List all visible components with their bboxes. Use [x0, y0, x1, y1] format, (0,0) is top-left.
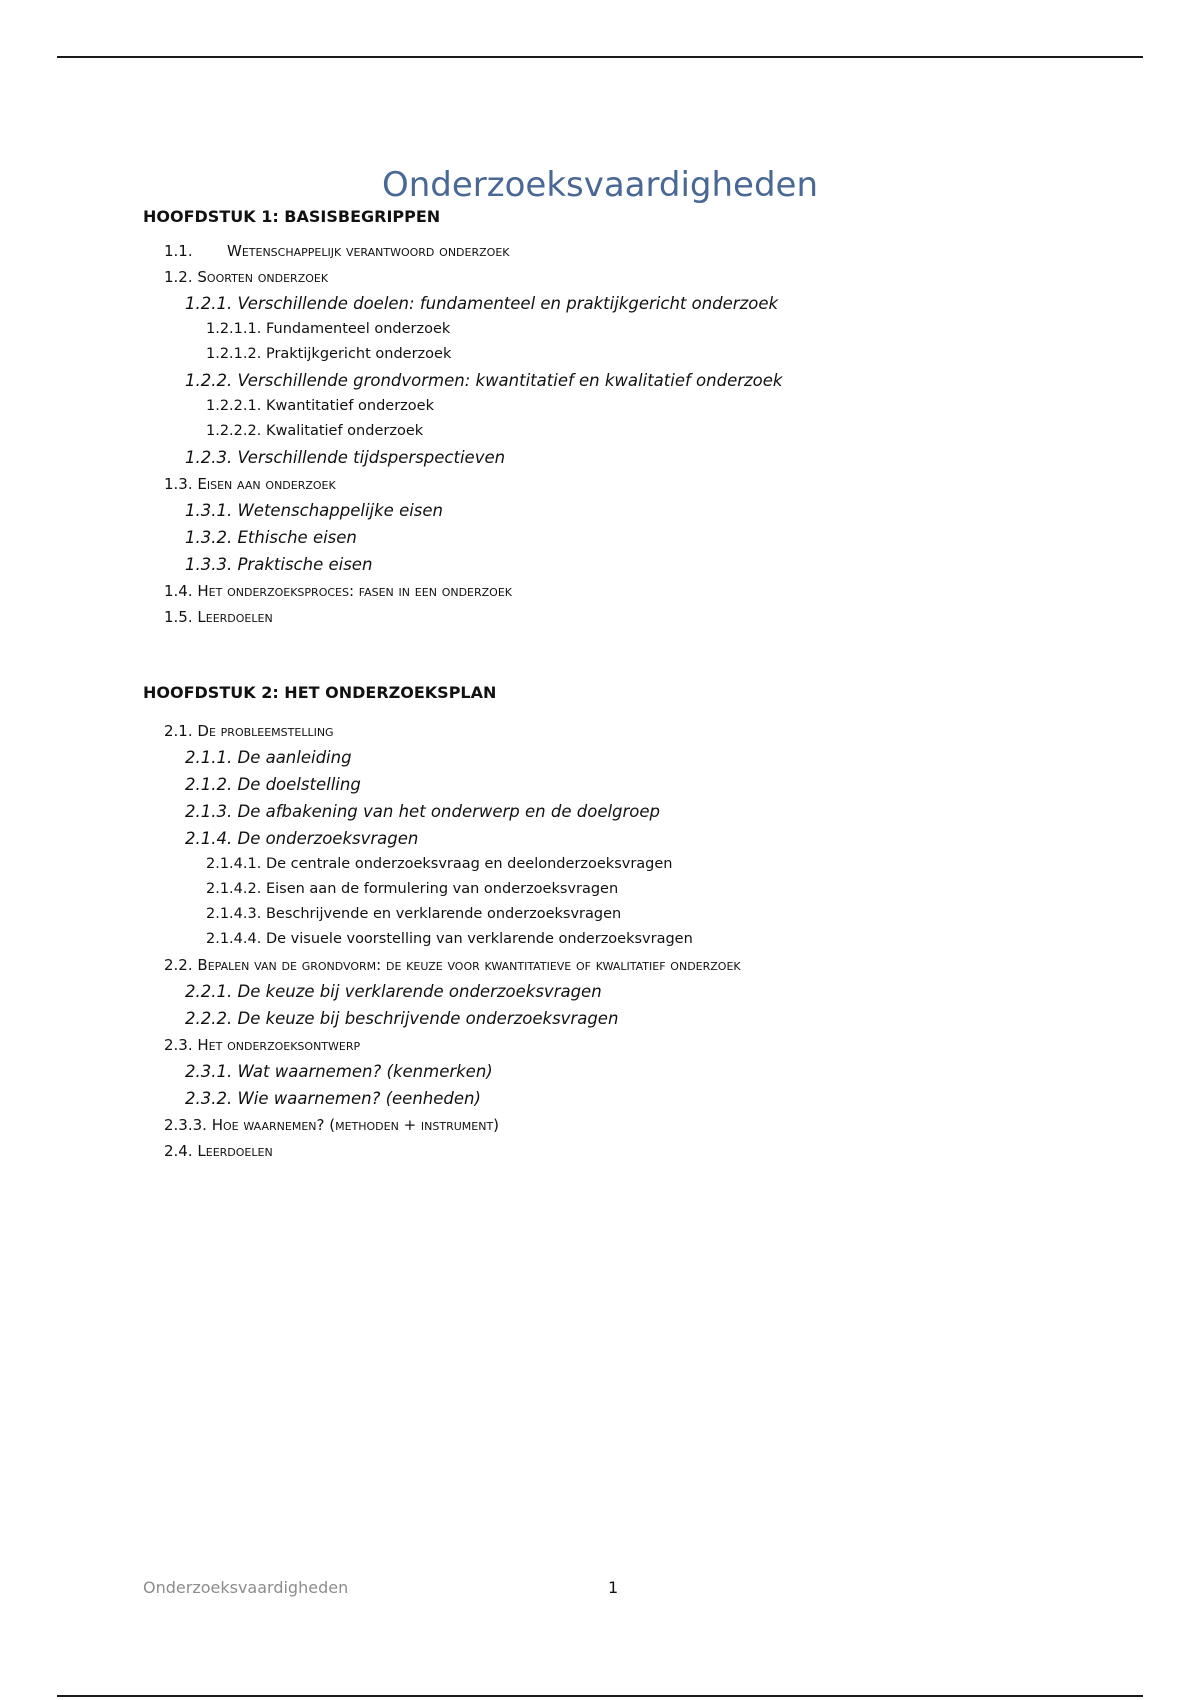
toc-entry[interactable]: 1.5. Leerdoelen [164, 608, 273, 626]
chapter-heading: HOOFDSTUK 2: HET ONDERZOEKSPLAN [143, 683, 497, 702]
toc-entry[interactable]: 2.1.4.1. De centrale onderzoeksvraag en deelonderzoeksvragen [206, 856, 673, 872]
toc-entry[interactable]: 2.1.4.3. Beschrijvende en verklarende onderzoeksvragen [206, 906, 622, 922]
toc-entry[interactable]: 1.3.2. Ethische eisen [185, 528, 357, 547]
toc-entry[interactable]: 1.3.3. Praktische eisen [185, 555, 373, 574]
toc-entry[interactable]: 1.4. Het onderzoeksproces: fasen in een onderzoek [164, 582, 512, 600]
toc-entry[interactable]: 2.1.1. De aanleiding [185, 748, 352, 767]
toc-entry[interactable]: 1.2. Soorten onderzoek [164, 268, 329, 286]
toc-entry[interactable]: 1.3. Eisen aan onderzoek [164, 475, 336, 493]
toc-entry[interactable]: 2.2.1. De keuze bij verklarende onderzoeksvragen [185, 982, 602, 1001]
toc-entry[interactable]: 1.1. Wetenschappelijk verantwoord onderzoek [164, 242, 510, 260]
page-number: 1 [608, 1578, 619, 1597]
toc-entry[interactable]: 1.2.2.1. Kwantitatief onderzoek [206, 398, 434, 414]
chapter-heading: HOOFDSTUK 1: BASISBEGRIPPEN [143, 207, 441, 226]
toc-entry[interactable]: 1.2.2.2. Kwalitatief onderzoek [206, 423, 424, 439]
toc-entry[interactable]: 2.1. De probleemstelling [164, 722, 334, 740]
toc-entry[interactable]: 1.3.1. Wetenschappelijke eisen [185, 501, 444, 520]
toc-entry[interactable]: 2.1.2. De doelstelling [185, 775, 361, 794]
toc-entry[interactable]: 2.1.3. De afbakening van het onderwerp en de doelgroep [185, 802, 661, 821]
document-title: Onderzoeksvaardigheden [381, 164, 819, 205]
toc-entry[interactable]: 1.2.2. Verschillende grondvormen: kwantitatief en kwalitatief onderzoek [185, 371, 783, 390]
toc-entry[interactable]: 2.1.4.2. Eisen aan de formulering van onderzoeksvragen [206, 881, 619, 897]
toc-entry[interactable]: 2.3.2. Wie waarnemen? (eenheden) [185, 1089, 481, 1108]
toc-entry[interactable]: 2.3.1. Wat waarnemen? (kenmerken) [185, 1062, 493, 1081]
table-of-contents [143, 204, 1143, 1164]
toc-entry[interactable]: 1.2.1. Verschillende doelen: fundamenteel en praktijkgericht onderzoek [185, 294, 779, 313]
toc-entry[interactable]: 2.4. Leerdoelen [164, 1142, 273, 1160]
toc-entry[interactable]: 2.3. Het onderzoeksontwerp [164, 1036, 361, 1054]
toc-entry[interactable]: 2.1.4.4. De visuele voorstelling van verklarende onderzoeksvragen [206, 931, 693, 947]
footer-rule [57, 1695, 1143, 1697]
toc-entry[interactable]: 1.2.3. Verschillende tijdsperspectieven [185, 448, 506, 467]
toc-entry[interactable]: 1.2.1.2. Praktijkgericht onderzoek [206, 346, 452, 362]
toc-entry[interactable]: 2.2. Bepalen van de grondvorm: de keuze voor kwantitatieve of kwalitatief onderzoek [164, 956, 741, 974]
toc-entry[interactable]: 2.1.4. De onderzoeksvragen [185, 829, 419, 848]
toc-entry[interactable]: 1.2.1.1. Fundamenteel onderzoek [206, 321, 451, 337]
toc-entry[interactable]: 2.3.3. Hoe waarnemen? (methoden + instrument) [164, 1116, 500, 1134]
header-rule [57, 56, 1143, 58]
toc-entry[interactable]: 2.2.2. De keuze bij beschrijvende onderzoeksvragen [185, 1009, 619, 1028]
footer-document-title: Onderzoeksvaardigheden [143, 1578, 349, 1597]
